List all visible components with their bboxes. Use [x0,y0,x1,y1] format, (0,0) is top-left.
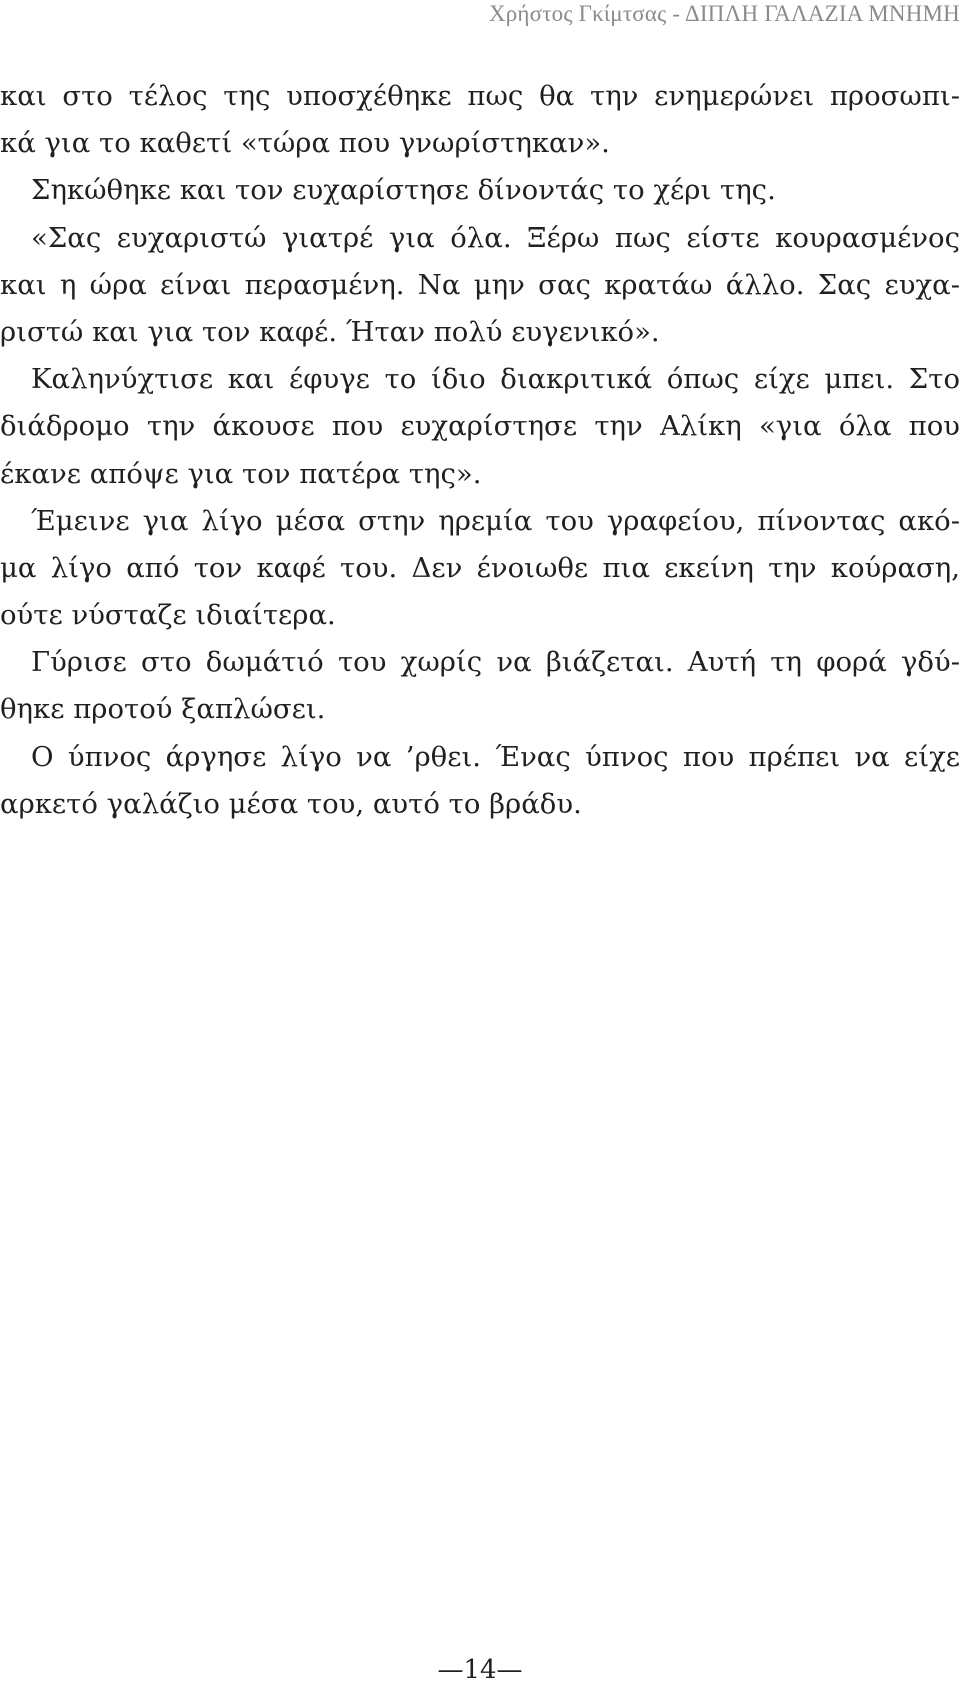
text-line: έκανε απόψε για τον πατέρα της». [0,457,482,490]
text-line: Έμεινε για λίγο μέσα στην ηρεμία του γραφείου, πίνοντας ακό- [31,504,960,537]
text-line: διάδρομο την άκουσε που ευχαρίστησε την Αλίκη «για όλα που [0,410,960,443]
text-line: θηκε προτού ξαπλώσει. [0,693,326,726]
text-line: μα λίγο από τον καφέ του. Δεν ένοιωθε πια εκείνη την κούραση, [0,551,960,584]
text-line: Σηκώθηκε και τον ευχαρίστησε δίνοντάς το χέρι της. [31,174,776,207]
text-line: και η ώρα είναι περασμένη. Να μην σας κρατάω άλλο. Σας ευχα- [0,268,960,301]
text-line: και στο τέλος της υποσχέθηκε πως θα την ενημερώνει προσωπι- [0,80,960,112]
text-line: Γύρισε στο δωμάτιό του χωρίς να βιάζεται. Αυτή τη φορά γδύ- [31,646,960,679]
text-line: ούτε νύσταζε ιδιαίτερα. [0,599,336,632]
text-line: «Σας ευχαριστώ γιατρέ για όλα. Ξέρω πως είστε κουρασμένος [31,221,960,254]
body-text [0,73,960,828]
running-header: Χρήστος Γκίμτσας - ΔΙΠΛΗ ΓΑΛΑΖΙΑ ΜΝΗΜΗ [488,1,960,26]
text-line: κά για το καθετί «τώρα που γνωρίστηκαν». [0,127,610,160]
text-line: Καληνύχτισε και έφυγε το ίδιο διακριτικά όπως είχε μπει. Στο [31,363,960,396]
page-number: —14— [437,1655,523,1685]
text-line: ριστώ και για τον καφέ. Ήταν πολύ ευγενικό». [0,315,660,348]
text-line: Ο ύπνος άργησε λίγο να ’ρθει. Ένας ύπνος που πρέπει να είχε [31,740,960,773]
text-line: αρκετό γαλάζιο μέσα του, αυτό το βράδυ. [0,787,582,820]
